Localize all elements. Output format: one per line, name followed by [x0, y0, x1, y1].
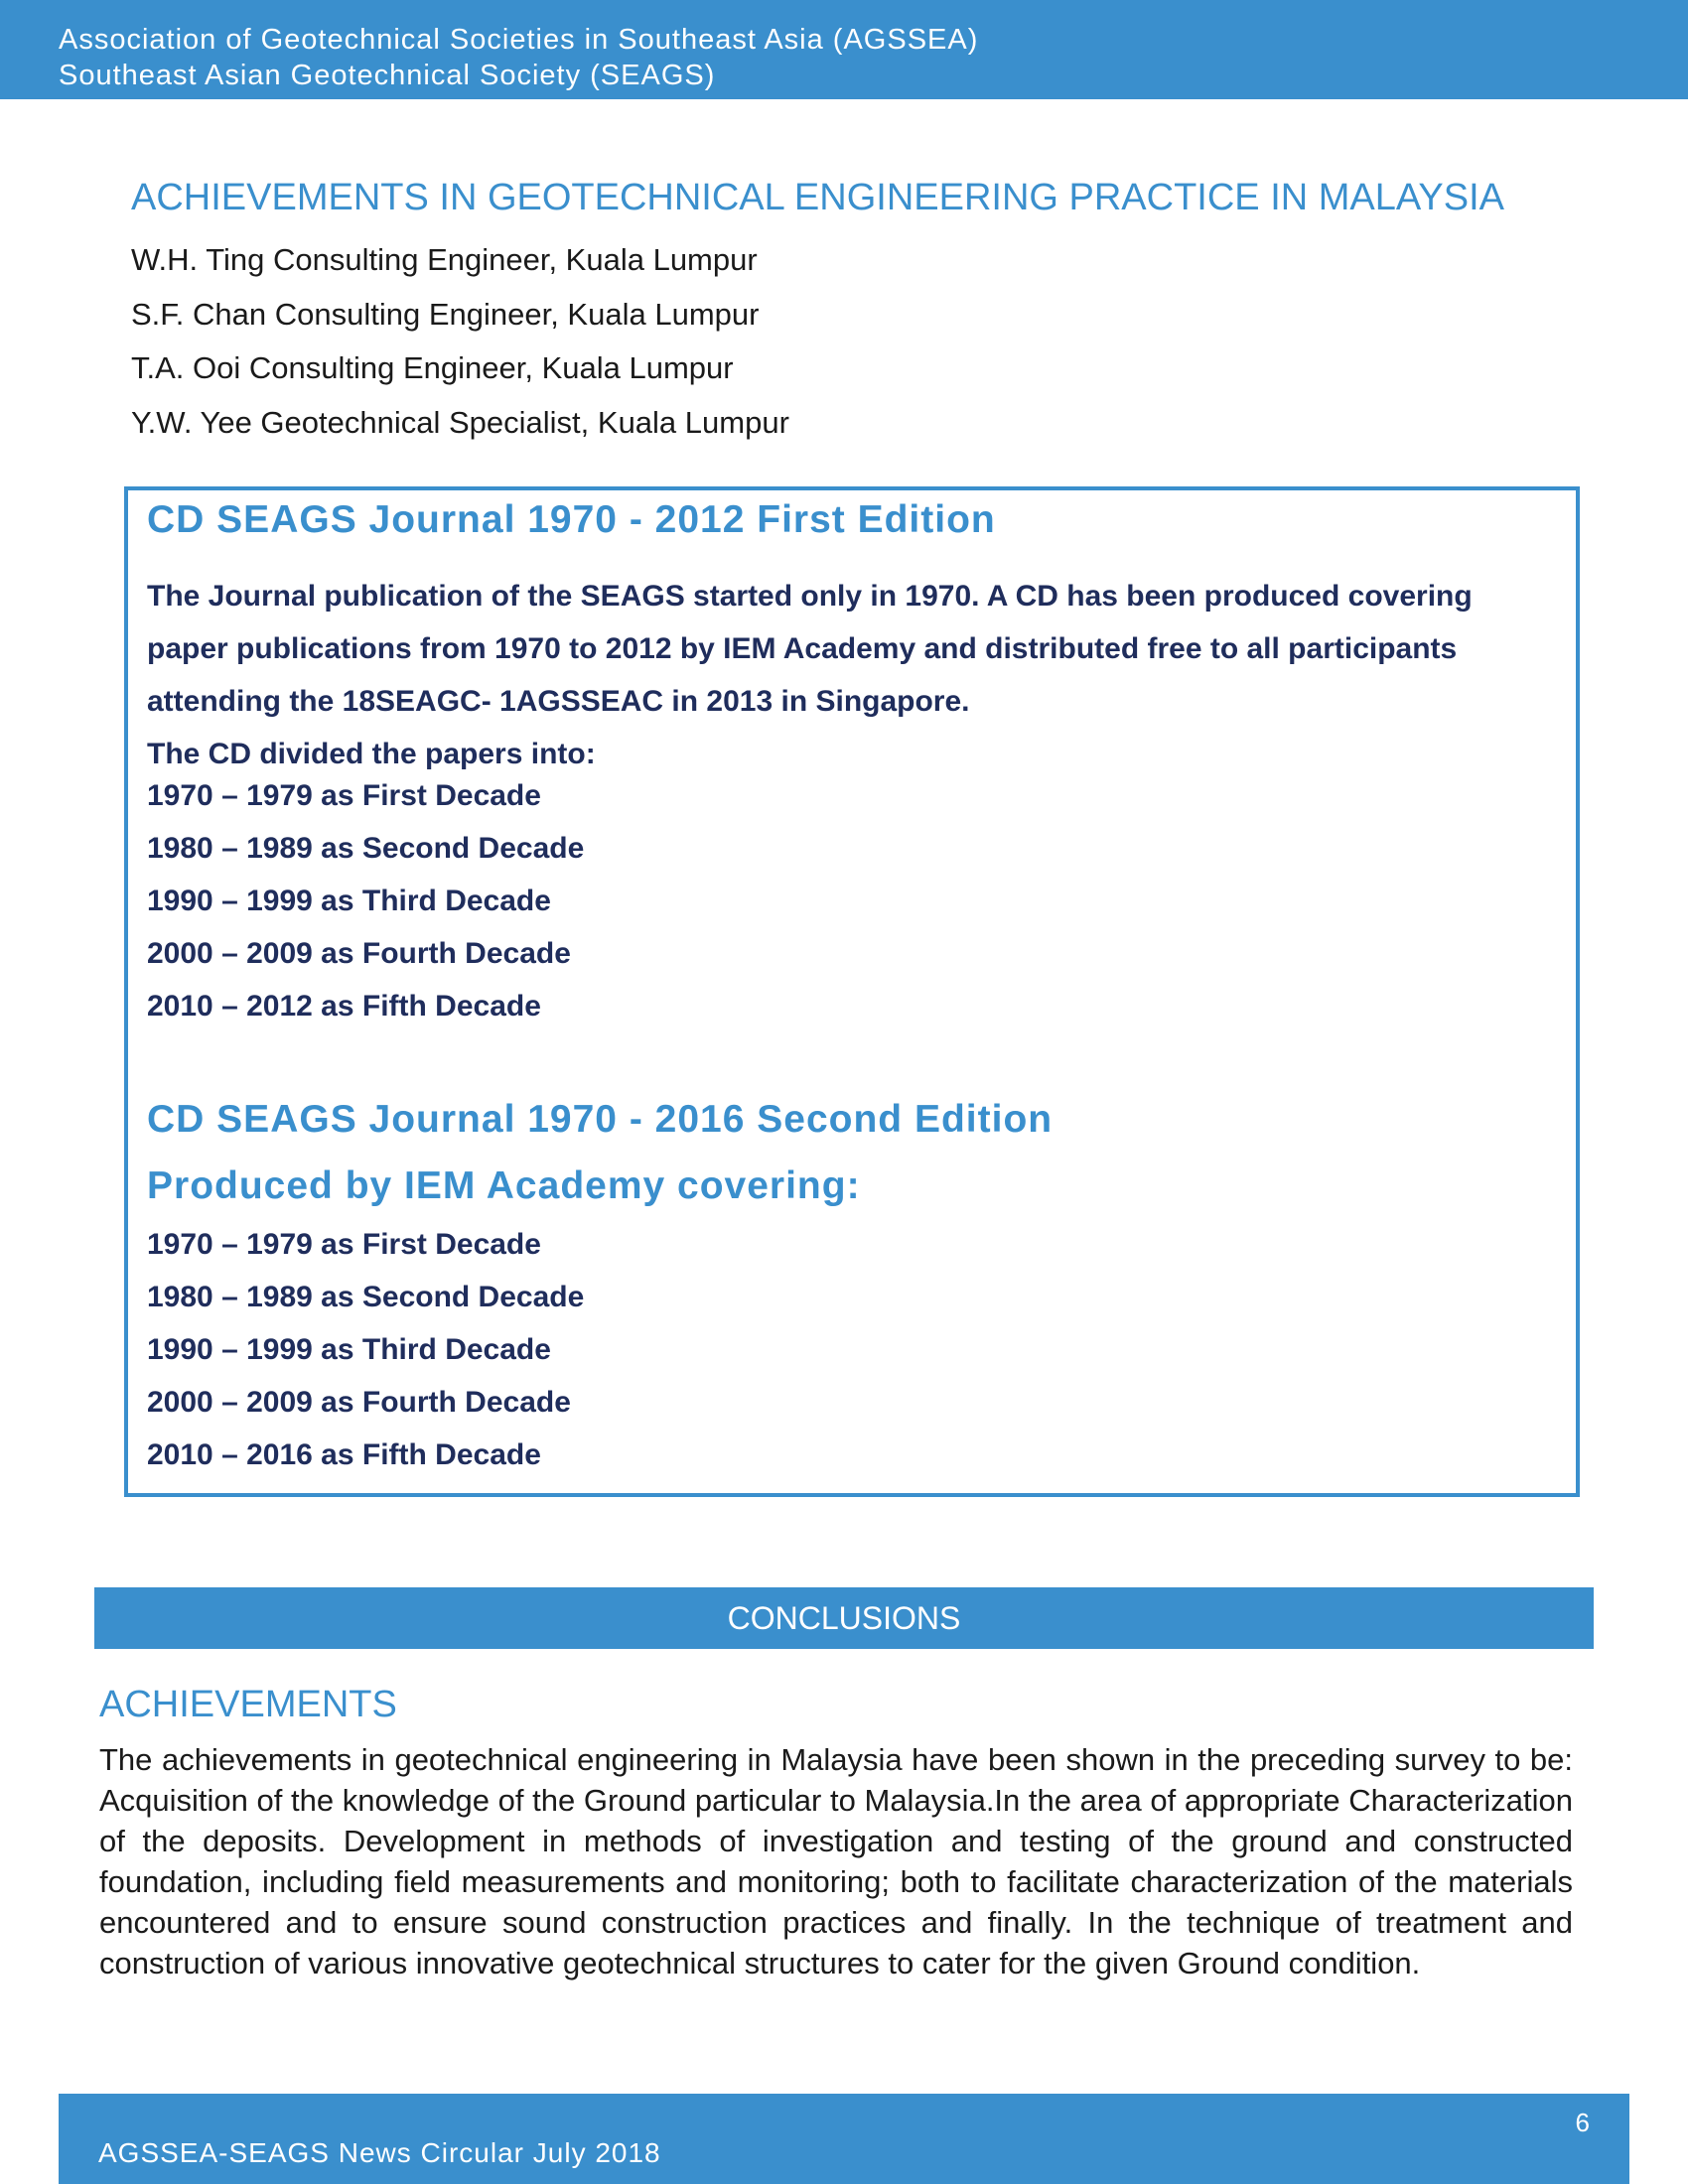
decade-item: 1970 – 1979 as First Decade [147, 779, 541, 812]
author-item: W.H. Ting Consulting Engineer, Kuala Lumpur [131, 242, 758, 277]
first-edition-paragraph [147, 570, 1557, 780]
conclusions-band: CONCLUSIONS [94, 1587, 1594, 1649]
second-edition-subtitle: Produced by IEM Academy covering: [147, 1164, 861, 1207]
first-edition-description: The Journal publication of the SEAGS started only in 1970. A CD has been produced covering paper publications from 1970 to 2012 by IEM Academy and distributed free to all participants attending the 18SEAGC- 1AGSSEAC in 2013 in Singapore. [147, 580, 1473, 718]
decade-item: 1990 – 1999 as Third Decade [147, 1333, 551, 1366]
first-edition-title: CD SEAGS Journal 1970 - 2012 First Edition [147, 498, 996, 541]
decade-item: 2000 – 2009 as Fourth Decade [147, 1386, 571, 1419]
cd-journal-box [124, 486, 1580, 1497]
decade-item: 1970 – 1979 as First Decade [147, 1228, 541, 1261]
decade-item: 1980 – 1989 as Second Decade [147, 1281, 585, 1313]
decade-item: 2000 – 2009 as Fourth Decade [147, 937, 571, 970]
first-edition-intro: The CD divided the papers into: [147, 738, 596, 770]
header-line-2: Southeast Asian Geotechnical Society (SEAGS) [59, 60, 716, 91]
decade-item: 1980 – 1989 as Second Decade [147, 832, 585, 865]
decade-item: 2010 – 2012 as Fifth Decade [147, 990, 541, 1023]
author-item: Y.W. Yee Geotechnical Specialist, Kuala Lumpur [131, 404, 789, 440]
second-edition-decade-list [147, 1218, 584, 1481]
page-number: 6 [1575, 2108, 1590, 2137]
decade-item: 1990 – 1999 as Third Decade [147, 885, 551, 917]
header-band [0, 0, 1688, 99]
footer-band [59, 2094, 1629, 2184]
second-edition-title: CD SEAGS Journal 1970 - 2016 Second Edition [147, 1098, 1054, 1141]
section-title: ACHIEVEMENTS IN GEOTECHNICAL ENGINEERING PRACTICE IN MALAYSIA [131, 177, 1505, 218]
decade-item: 2010 – 2016 as Fifth Decade [147, 1438, 541, 1471]
first-edition-decade-list [147, 769, 584, 1032]
author-list [131, 238, 789, 455]
achievements-heading: ACHIEVEMENTS [99, 1684, 397, 1725]
footer-publication: AGSSEA-SEAGS News Circular July 2018 [98, 2137, 661, 2168]
achievements-paragraph: The achievements in geotechnical engineering in Malaysia have been shown in the preceding survey to be: Acquisition of the knowledge of the Ground particular to Malaysia.In the area of appropriate Characterization of the deposits. Development in methods of investigation and testing of the ground and constructed foundation, including field measurements and monitoring; both to facilitate characterization of the materials encountered and to ensure sound construction practices and finally. In the technique of treatment and construction of various innovative geotechnical structures to cater for the given Ground condition. [99, 1742, 1573, 1980]
author-item: S.F. Chan Consulting Engineer, Kuala Lumpur [131, 296, 760, 332]
header-line-1: Association of Geotechnical Societies in Southeast Asia (AGSSEA) [59, 24, 979, 56]
author-item: T.A. Ooi Consulting Engineer, Kuala Lumpur [131, 350, 734, 385]
